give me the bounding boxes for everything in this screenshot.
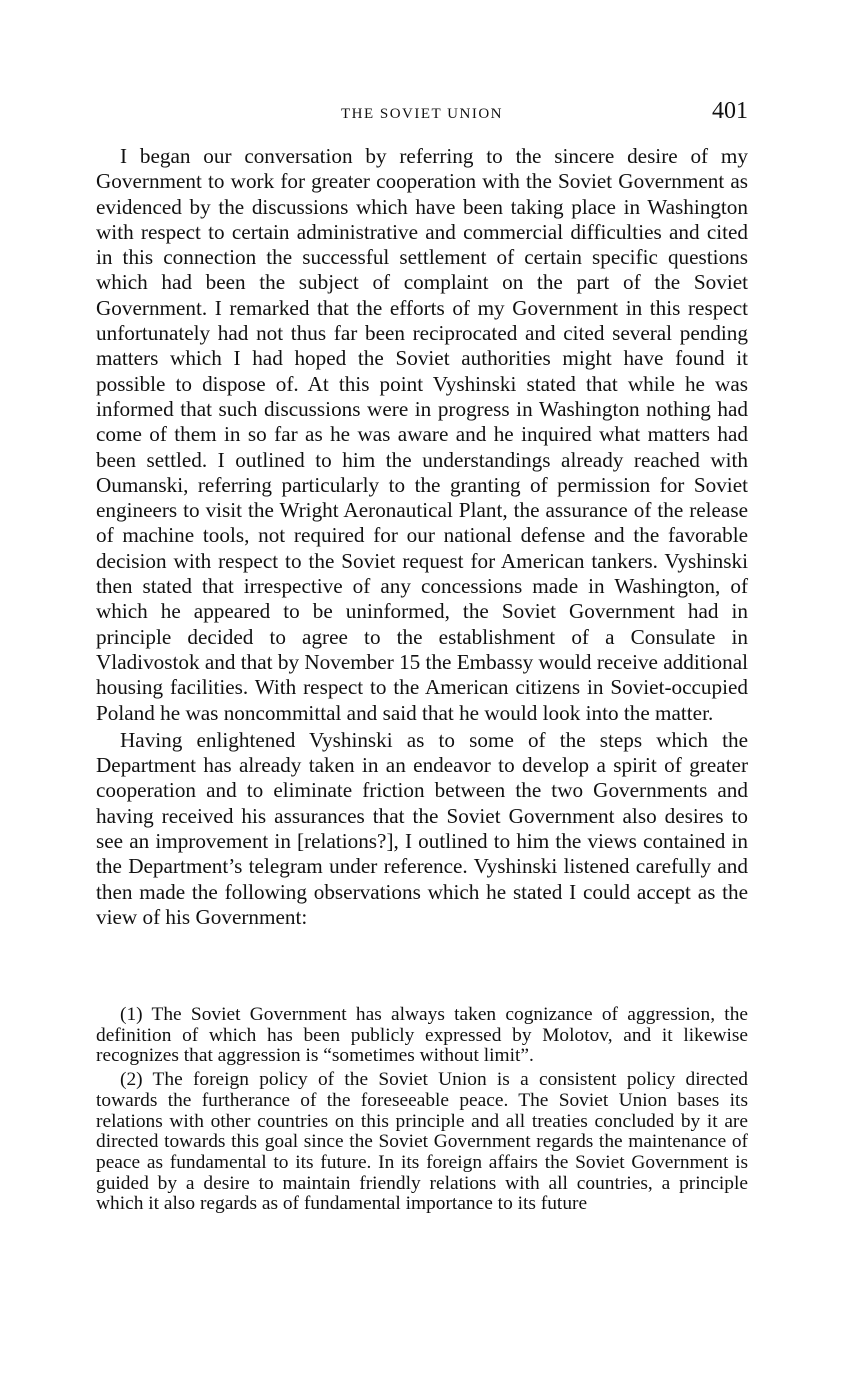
- body-text: [96, 144, 748, 930]
- running-title: THE SOVIET UNION: [340, 106, 504, 122]
- quoted-point-2: (2) The foreign policy of the Soviet Union is a consistent policy directed towards the furtherance of the foreseeable peace. The Soviet Union bases its relations with other countries on this principle and all treaties concluded by it are directed towards this goal since the Soviet Government regards the maintenance of peace as fundamental to its future. In its foreign affairs the Soviet Government is guided by a desire to maintain friendly relations with all countries, a principle which it also regards as of fundamental importance to its future: [96, 1069, 748, 1215]
- page-number: 401: [712, 98, 748, 124]
- quoted-point-1: (1) The Soviet Government has always taken cognizance of aggression, the definition of which has been publicly expressed by Molotov, and it likewise recognizes that aggression is “sometimes without limit”.: [96, 1004, 748, 1067]
- running-header: [96, 98, 748, 132]
- paragraph-conversation: I began our conversation by referring to the sincere desire of my Government to work for greater cooperation with the Soviet Government as evidenced by the discussions which have been taking place in Washington with respect to certain administrative and commercial difficulties and cited in this connection the successful settlement of certain specific questions which had been the subject of complaint on the part of the Soviet Government. I remarked that the efforts of my Government in this respect unfortunately had not thus far been reciprocated and cited several pending matters which I had hoped the Soviet authorities might have found it possible to dispose of. At this point Vyshinski stated that while he was informed that such discussions were in progress in Washington nothing had come of them in so far as he was aware and he inquired what matters had been settled. I outlined to him the understandings already reached with Oumanski, referring particularly to the granting of permission for Soviet engineers to visit the Wright Aeronautical Plant, the assurance of the release of machine tools, not required for our national defense and the favorable decision with respect to the Soviet request for American tankers. Vyshinski then stated that irrespective of any concessions made in Washington, of which he appeared to be uninformed, the Soviet Government had in principle decided to agree to the establishment of a Consulate in Vladivostok and that by November 15 the Embassy would receive additional housing facilities. With respect to the American citizens in Soviet-occupied Poland he was noncommittal and said that he would look into the matter.: [96, 144, 748, 725]
- paragraph-department-views: Having enlightened Vyshinski as to some of the steps which the Department has already taken in an endeavor to develop a spirit of greater cooperation and to eliminate friction between the two Governments and having received his assurances that the Soviet Government also desires to see an improvement in [relations?], I outlined to him the views contained in the Department’s telegram under reference. Vyshinski listened carefully and then made the following observations which he stated I could accept as the view of his Government:: [96, 727, 748, 929]
- quoted-points: [96, 1005, 748, 1215]
